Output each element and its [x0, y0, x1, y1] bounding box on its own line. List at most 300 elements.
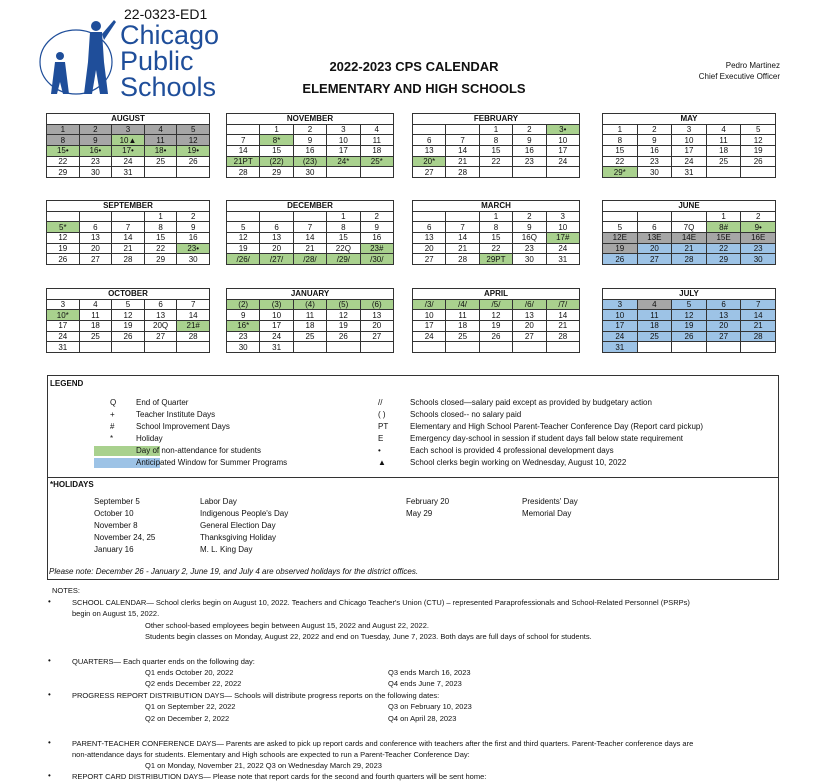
day-cell: 8: [603, 135, 638, 146]
legend-text: Emergency day-school in session if student days fall below state requirement: [410, 434, 684, 443]
legend-text: Each school is provided 4 professional development days: [410, 446, 614, 455]
day-cell: 21: [741, 321, 776, 332]
legend-sym: Q: [110, 398, 117, 407]
day-cell: 28: [177, 331, 210, 342]
month-december: [226, 200, 394, 265]
note-ptc-1: PARENT-TEACHER CONFERENCE DAYS— Parents are asked to pick up report cards and conference with teachers after the first and third quarters. Parent-Teacher conference days are: [72, 739, 694, 748]
day-cell: [479, 342, 512, 353]
month-name: NOVEMBER: [227, 114, 394, 125]
day-cell: 4: [637, 299, 672, 310]
month-september: [46, 200, 210, 265]
day-cell: 11: [293, 310, 326, 321]
day-cell: 27: [144, 331, 177, 342]
day-cell: 18: [360, 146, 393, 157]
day-cell: 22Q: [327, 243, 360, 254]
day-cell: 10: [672, 135, 707, 146]
day-cell: 29: [47, 167, 80, 178]
day-cell: [112, 342, 145, 353]
day-cell: 12: [741, 135, 776, 146]
month-january: [226, 288, 394, 353]
note-p3: Q3 on February 10, 2023: [388, 702, 472, 711]
day-cell: 8: [144, 222, 177, 233]
month-november: [226, 113, 394, 178]
day-cell: 15: [479, 146, 512, 157]
day-cell: 12: [327, 310, 360, 321]
day-cell: 11: [144, 135, 177, 146]
month-name: MAY: [603, 114, 776, 125]
day-cell: 1: [327, 211, 360, 222]
day-cell: 15: [479, 233, 512, 244]
day-cell: 22: [479, 156, 512, 167]
day-cell: 24: [413, 331, 446, 342]
month-name: DECEMBER: [227, 201, 394, 212]
day-cell: 27: [413, 254, 446, 265]
day-cell: 6: [260, 222, 293, 233]
day-cell: 12: [227, 233, 260, 244]
title-line2: ELEMENTARY AND HIGH SCHOOLS: [302, 81, 526, 96]
day-cell: 7: [293, 222, 326, 233]
day-cell: 1: [47, 124, 80, 135]
day-cell: 20*: [413, 156, 446, 167]
logo-line1: Chicago: [120, 20, 220, 50]
month-august: [46, 113, 210, 178]
page-title: [230, 56, 598, 100]
day-cell: 6: [144, 299, 177, 310]
day-cell: 19•: [177, 146, 210, 157]
day-cell: (5): [327, 299, 360, 310]
logo-line2: Public: [120, 46, 194, 76]
day-cell: 9: [637, 135, 672, 146]
day-cell: [144, 167, 177, 178]
ceo-role: Chief Executive Officer: [698, 72, 780, 81]
document-id: 22-0323-ED1: [124, 6, 208, 22]
day-cell: 20: [360, 321, 393, 332]
day-cell: 6: [79, 222, 112, 233]
day-cell: [706, 167, 741, 178]
day-cell: 26: [177, 156, 210, 167]
legend-text: Day of non-attendance for students: [136, 446, 261, 455]
day-cell: 5: [177, 124, 210, 135]
day-cell: 4: [360, 124, 393, 135]
month-may: [602, 113, 776, 178]
legend-text: Schools closed-- no salary paid: [410, 410, 522, 419]
day-cell: 15: [327, 233, 360, 244]
day-cell: 30: [293, 167, 326, 178]
day-cell: 7: [741, 299, 776, 310]
day-cell: (3): [260, 299, 293, 310]
day-cell: 21: [446, 156, 479, 167]
holiday-name: Labor Day: [200, 497, 237, 506]
legend: [47, 375, 779, 580]
bullet-icon: •: [48, 738, 51, 747]
day-cell: 8#: [706, 222, 741, 233]
day-cell: 14: [446, 146, 479, 157]
day-cell: 14: [293, 233, 326, 244]
day-cell: 4: [144, 124, 177, 135]
day-cell: 17: [327, 146, 360, 157]
day-cell: 9: [293, 135, 326, 146]
logo-figures-icon: [38, 12, 118, 98]
day-cell: 13: [706, 310, 741, 321]
day-cell: 26: [327, 331, 360, 342]
day-cell: 25*: [360, 156, 393, 167]
day-cell: 30: [177, 254, 210, 265]
day-cell: 7Q: [672, 222, 707, 233]
day-cell: 17: [672, 146, 707, 157]
day-cell: 1: [479, 124, 512, 135]
day-cell: 17#: [546, 233, 579, 244]
day-cell: 6: [706, 299, 741, 310]
day-cell: 16: [293, 146, 326, 157]
day-cell: [413, 124, 446, 135]
day-cell: 30: [79, 167, 112, 178]
day-cell: (4): [293, 299, 326, 310]
day-cell: 17: [546, 146, 579, 157]
holiday-date: February 20: [406, 497, 450, 506]
holiday-date: October 10: [94, 509, 134, 518]
day-cell: [177, 167, 210, 178]
day-cell: [513, 342, 546, 353]
day-cell: 18: [637, 321, 672, 332]
note-clerks-3: Other school-based employees begin between August 15, 2022 and August 22, 2022.: [145, 621, 429, 630]
day-cell: 8*: [260, 135, 293, 146]
day-cell: 20: [706, 321, 741, 332]
day-cell: [293, 211, 326, 222]
day-cell: /3/: [413, 299, 446, 310]
day-cell: 31: [672, 167, 707, 178]
day-cell: [546, 167, 579, 178]
day-cell: 29: [260, 167, 293, 178]
day-cell: [144, 342, 177, 353]
day-cell: [446, 211, 479, 222]
day-cell: [112, 211, 145, 222]
day-cell: 5: [741, 124, 776, 135]
day-cell: 19: [47, 243, 80, 254]
day-cell: 31: [112, 167, 145, 178]
day-cell: 20: [513, 321, 546, 332]
day-cell: /27/: [260, 254, 293, 265]
day-cell: 20: [260, 243, 293, 254]
day-cell: 2: [79, 124, 112, 135]
day-cell: 29PT: [479, 254, 512, 265]
day-cell: 26: [47, 254, 80, 265]
day-cell: 11: [79, 310, 112, 321]
day-cell: [637, 211, 672, 222]
day-cell: 11: [637, 310, 672, 321]
day-cell: 30: [513, 254, 546, 265]
day-cell: 15: [144, 233, 177, 244]
legend-text: Schools closed—salary paid except as provided by budgetary action: [410, 398, 652, 407]
day-cell: [360, 342, 393, 353]
day-cell: 21: [672, 243, 707, 254]
day-cell: 3: [546, 211, 579, 222]
legend-text: School clerks begin working on Wednesday, August 10, 2022: [410, 458, 627, 467]
day-cell: 25: [293, 331, 326, 342]
day-cell: 13: [360, 310, 393, 321]
day-cell: 9•: [741, 222, 776, 233]
day-cell: 3: [112, 124, 145, 135]
month-february: [412, 113, 580, 178]
title-line1: 2022-2023 CPS CALENDAR: [329, 59, 499, 74]
legend-divider: [48, 477, 778, 478]
day-cell: 27: [637, 254, 672, 265]
day-cell: [479, 167, 512, 178]
legend-sym: #: [110, 422, 115, 431]
day-cell: 19: [603, 243, 638, 254]
day-cell: 16*: [227, 321, 260, 332]
day-cell: 21: [112, 243, 145, 254]
legend-sym: *: [110, 434, 114, 443]
month-july: [602, 288, 776, 353]
month-name: JUNE: [603, 201, 776, 212]
day-cell: 12: [479, 310, 512, 321]
day-cell: [260, 211, 293, 222]
legend-sym: ▲: [378, 458, 386, 467]
day-cell: 24: [603, 331, 638, 342]
month-name: APRIL: [413, 289, 580, 300]
day-cell: 1: [706, 211, 741, 222]
day-cell: (6): [360, 299, 393, 310]
day-cell: 19: [672, 321, 707, 332]
bullet-icon: •: [48, 771, 51, 780]
holiday-date: January 16: [94, 545, 134, 554]
day-cell: 2: [741, 211, 776, 222]
day-cell: 2: [360, 211, 393, 222]
day-cell: 21: [546, 321, 579, 332]
day-cell: 9: [513, 222, 546, 233]
day-cell: 8: [479, 222, 512, 233]
day-cell: 25: [446, 331, 479, 342]
day-cell: 28: [446, 167, 479, 178]
day-cell: /29/: [327, 254, 360, 265]
note-ptc-3: Q1 on Monday, November 21, 2022 Q3 on Wednesday March 29, 2023: [145, 761, 382, 770]
note-p4: Q4 on April 28, 2023: [388, 714, 457, 723]
day-cell: 16E: [741, 233, 776, 244]
day-cell: 4: [706, 124, 741, 135]
day-cell: 3: [603, 299, 638, 310]
day-cell: 29: [706, 254, 741, 265]
day-cell: 12: [47, 233, 80, 244]
day-cell: 10▲: [112, 135, 145, 146]
day-cell: 28: [741, 331, 776, 342]
day-cell: 13E: [637, 233, 672, 244]
day-cell: 10: [546, 222, 579, 233]
day-cell: 10*: [47, 310, 80, 321]
notes-heading: NOTES:: [52, 586, 80, 595]
day-cell: 31: [47, 342, 80, 353]
day-cell: 12: [177, 135, 210, 146]
day-cell: 24: [672, 156, 707, 167]
month-name: SEPTEMBER: [47, 201, 210, 212]
day-cell: /28/: [293, 254, 326, 265]
day-cell: 10: [413, 310, 446, 321]
month-name: JULY: [603, 289, 776, 300]
day-cell: 27: [413, 167, 446, 178]
day-cell: 21PT: [227, 156, 260, 167]
legend-text: Teacher Institute Days: [136, 410, 216, 419]
day-cell: [79, 211, 112, 222]
day-cell: 28: [112, 254, 145, 265]
day-cell: 7: [446, 222, 479, 233]
office-closure-note: Please note: December 26 - January 2, June 19, and July 4 are observed holidays for the district offices.: [49, 567, 419, 576]
holiday-name: General Election Day: [200, 521, 276, 530]
day-cell: 28: [672, 254, 707, 265]
day-cell: 18: [446, 321, 479, 332]
cps-logo: [38, 12, 228, 102]
day-cell: 17•: [112, 146, 145, 157]
note-q1: Q1 ends October 20, 2022: [145, 668, 234, 677]
day-cell: (23): [293, 156, 326, 167]
day-cell: 12: [112, 310, 145, 321]
legend-text: Elementary and High School Parent-Teacher Conference Day (Report card pickup): [410, 422, 704, 431]
legend-sym: PT: [378, 422, 389, 431]
month-name: AUGUST: [47, 114, 210, 125]
day-cell: 14E: [672, 233, 707, 244]
day-cell: 19: [327, 321, 360, 332]
note-clerks-2: begin on August 15, 2022.: [72, 609, 160, 618]
day-cell: 7: [446, 135, 479, 146]
day-cell: 27: [360, 331, 393, 342]
note-report-cards: REPORT CARD DISTRIBUTION DAYS— Please note that report cards for the second and fourth quarters will be sent home:: [72, 772, 487, 781]
day-cell: 17: [603, 321, 638, 332]
day-cell: 7: [227, 135, 260, 146]
day-cell: 21: [293, 243, 326, 254]
day-cell: 25: [637, 331, 672, 342]
day-cell: 10: [546, 135, 579, 146]
day-cell: 8: [327, 222, 360, 233]
day-cell: [546, 342, 579, 353]
day-cell: 14: [112, 233, 145, 244]
day-cell: 24: [47, 331, 80, 342]
day-cell: 23: [637, 156, 672, 167]
month-name: FEBRUARY: [413, 114, 580, 125]
day-cell: 27: [706, 331, 741, 342]
day-cell: 28: [546, 331, 579, 342]
holiday-name: Memorial Day: [522, 509, 572, 518]
day-cell: 26: [112, 331, 145, 342]
day-cell: 23•: [177, 243, 210, 254]
day-cell: 3: [47, 299, 80, 310]
day-cell: 13: [513, 310, 546, 321]
holiday-name: Indigenous People's Day: [200, 509, 289, 518]
day-cell: 16: [177, 233, 210, 244]
day-cell: 9: [360, 222, 393, 233]
day-cell: 11: [706, 135, 741, 146]
day-cell: 2: [177, 211, 210, 222]
day-cell: 16: [513, 146, 546, 157]
legend-sym: •: [378, 446, 381, 455]
day-cell: 31: [546, 254, 579, 265]
day-cell: [293, 342, 326, 353]
day-cell: 17: [413, 321, 446, 332]
day-cell: 21#: [177, 321, 210, 332]
day-cell: 14: [227, 146, 260, 157]
day-cell: 11: [446, 310, 479, 321]
day-cell: 14: [741, 310, 776, 321]
holiday-date: September 5: [94, 497, 140, 506]
day-cell: /6/: [513, 299, 546, 310]
ceo-signature: [699, 60, 780, 82]
day-cell: 12E: [603, 233, 638, 244]
day-cell: [327, 342, 360, 353]
day-cell: 16: [637, 146, 672, 157]
day-cell: 30: [637, 167, 672, 178]
day-cell: 10: [603, 310, 638, 321]
day-cell: 15E: [706, 233, 741, 244]
day-cell: [413, 211, 446, 222]
legend-sym: //: [378, 398, 383, 407]
day-cell: [672, 342, 707, 353]
day-cell: 31: [603, 342, 638, 353]
day-cell: [741, 342, 776, 353]
note-ptc-2: non-attendance days for students. Elementary and High schools are expected to run a Parent-Teacher Conference Day:: [72, 750, 470, 759]
day-cell: [360, 167, 393, 178]
day-cell: 11: [360, 135, 393, 146]
day-cell: 16•: [79, 146, 112, 157]
day-cell: [706, 342, 741, 353]
day-cell: 5: [672, 299, 707, 310]
month-name: JANUARY: [227, 289, 394, 300]
day-cell: 14: [546, 310, 579, 321]
day-cell: /4/: [446, 299, 479, 310]
holiday-date: November 24, 25: [94, 533, 156, 542]
day-cell: 20: [637, 243, 672, 254]
day-cell: 6: [413, 135, 446, 146]
day-cell: 7: [177, 299, 210, 310]
day-cell: 24*: [327, 156, 360, 167]
note-quarters: QUARTERS— Each quarter ends on the following day:: [72, 657, 255, 666]
day-cell: 15: [260, 146, 293, 157]
day-cell: [47, 211, 80, 222]
day-cell: 20Q: [144, 321, 177, 332]
day-cell: 5: [227, 222, 260, 233]
day-cell: [603, 211, 638, 222]
month-name: MARCH: [413, 201, 580, 212]
day-cell: 22: [144, 243, 177, 254]
month-march: [412, 200, 580, 265]
day-cell: 12: [672, 310, 707, 321]
day-cell: 30: [741, 254, 776, 265]
day-cell: (22): [260, 156, 293, 167]
day-cell: [413, 342, 446, 353]
day-cell: 27: [79, 254, 112, 265]
day-cell: 1: [603, 124, 638, 135]
day-cell: 13: [413, 233, 446, 244]
day-cell: /5/: [479, 299, 512, 310]
day-cell: 18: [706, 146, 741, 157]
day-cell: 23: [513, 243, 546, 254]
holiday-name: M. L. King Day: [200, 545, 253, 554]
day-cell: 13: [260, 233, 293, 244]
day-cell: 10: [327, 135, 360, 146]
day-cell: 20: [79, 243, 112, 254]
day-cell: [327, 167, 360, 178]
note-q3: Q3 ends March 16, 2023: [388, 668, 471, 677]
day-cell: 23#: [360, 243, 393, 254]
day-cell: 14: [446, 233, 479, 244]
day-cell: 29*: [603, 167, 638, 178]
month-april: [412, 288, 580, 353]
day-cell: [446, 124, 479, 135]
bullet-icon: •: [48, 597, 51, 606]
day-cell: 8: [47, 135, 80, 146]
day-cell: 23: [79, 156, 112, 167]
day-cell: 27: [513, 331, 546, 342]
day-cell: 7: [112, 222, 145, 233]
day-cell: 1: [144, 211, 177, 222]
note-progress: PROGRESS REPORT DISTRIBUTION DAYS— Schools will distribute progress reports on the following dates:: [72, 691, 440, 700]
ceo-name: Pedro Martinez: [725, 61, 780, 70]
